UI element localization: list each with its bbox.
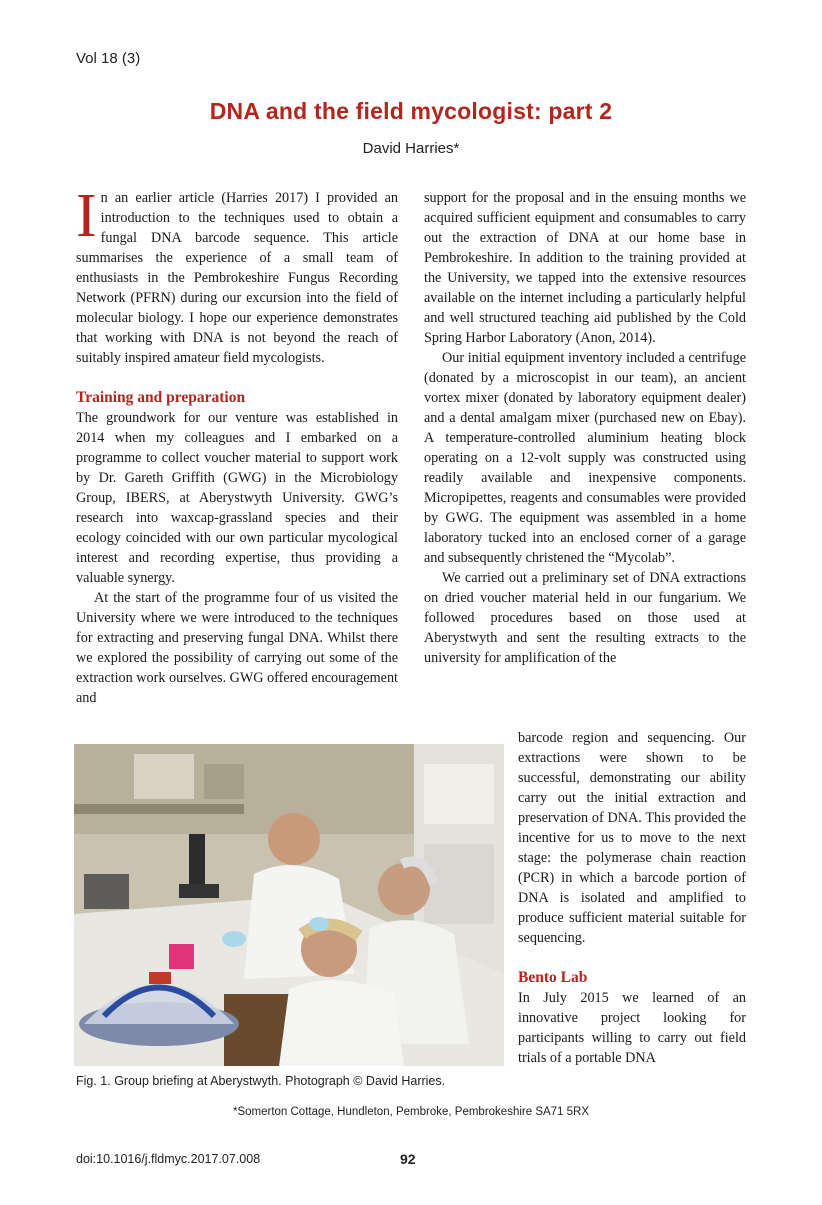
lab-photo-illustration <box>74 744 504 1066</box>
training-paragraph-2-cont: support for the proposal and in the ensuing months we acquired sufficient equipment and consumables to carry out the extraction of DNA at our home base in Pembrokeshire. In addition to the training provided at the University, we tapped into the extensive resources available on the internet including a particularly helpful and well structured teaching aid published by the Cold Spring Harbor Laboratory (Anon, 2014). <box>424 190 746 346</box>
figure-caption: Fig. 1. Group briefing at Aberystwyth. Photograph © David Harries. <box>76 1074 446 1088</box>
volume-label: Vol 18 (3) <box>76 50 141 67</box>
training-paragraph-4-cont: barcode region and sequencing. Our extractions were shown to be successful, demonstrating our ability carry out the initial extraction and preservation of DNA. This provided the incentive for us to move to the next stage: the polymerase chain reaction (PCR) in which a barcode portion of DNA is isolated and amplified to produce sufficient material suitable for sequencing. <box>518 730 746 946</box>
article-author: David Harries* <box>362 140 460 157</box>
intro-paragraph <box>76 182 398 368</box>
drop-cap: I <box>76 182 97 250</box>
article-title: DNA and the field mycologist: part 2 <box>209 98 613 124</box>
training-paragraph-3: Our initial equipment inventory included a centrifuge (donated by a microscopist in our team), an ancient vortex mixer (donated by laboratory equipment dealer) and a dental amalgam mixer (purchased new on Ebay). A temperature-controlled aluminium heating block operating on a 12-volt supply was constructed using readily available and inexpensive components. Micropipettes, reagents and consumables were provided by GWG. The equipment was assembled in a home laboratory tucked into an enclosed corner of a garage and subsequently christened the “Mycolab”. <box>424 350 746 566</box>
page-number: 92 <box>400 1151 416 1167</box>
column-left <box>76 182 398 708</box>
doi-label: doi:10.1016/j.fldmyc.2017.07.008 <box>76 1152 261 1166</box>
training-paragraph-1: The groundwork for our venture was established in 2014 when my colleagues and I embarked on a programme to collect voucher material to support work by Dr. Gareth Griffith (GWG) in the Microbiology Group, IBERS, at Aberystwyth University. GWG’s research into waxcap-grassland species and their ecology coincided with our own particular mycological interest and recording expertise, thus providing a valuable synergy. <box>76 410 398 586</box>
section-heading-bento: Bento Lab <box>518 969 588 986</box>
figure-photo <box>74 744 504 1066</box>
training-paragraph-4: We carried out a preliminary set of DNA extractions on dried voucher material held in our fungarium. We followed procedures based on those used at Aberystwyth and sent the resulting extracts to the university for amplification of the <box>424 570 746 666</box>
column-narrow <box>518 728 746 1068</box>
intro-text: n an earlier article (Harries 2017) I provided an introduction to the techniques used to obtain a fungal DNA barcode sequence. This article summarises the experience of a small team of enthusiasts in the Pembrokeshire Fungus Recording Network (PFRN) during our excursion into the field of molecular biology. I hope our experience demonstrates that working with DNA is not beyond the reach of suitably inspired amateur field mycologists. <box>76 190 398 366</box>
section-heading-training: Training and preparation <box>76 389 246 406</box>
bento-paragraph-1: In July 2015 we learned of an innovative project looking for participants willing to carry out field trials of a portable DNA <box>518 990 746 1066</box>
author-footnote: *Somerton Cottage, Hundleton, Pembroke, Pembrokeshire SA71 5RX <box>232 1106 590 1118</box>
training-paragraph-2: At the start of the programme four of us visited the University where we were introduced to the techniques for extracting and preserving fungal DNA. Whilst there we explored the possibility of carrying out some of the extraction work ourselves. GWG offered encouragement and <box>76 590 398 706</box>
column-right <box>424 188 746 668</box>
